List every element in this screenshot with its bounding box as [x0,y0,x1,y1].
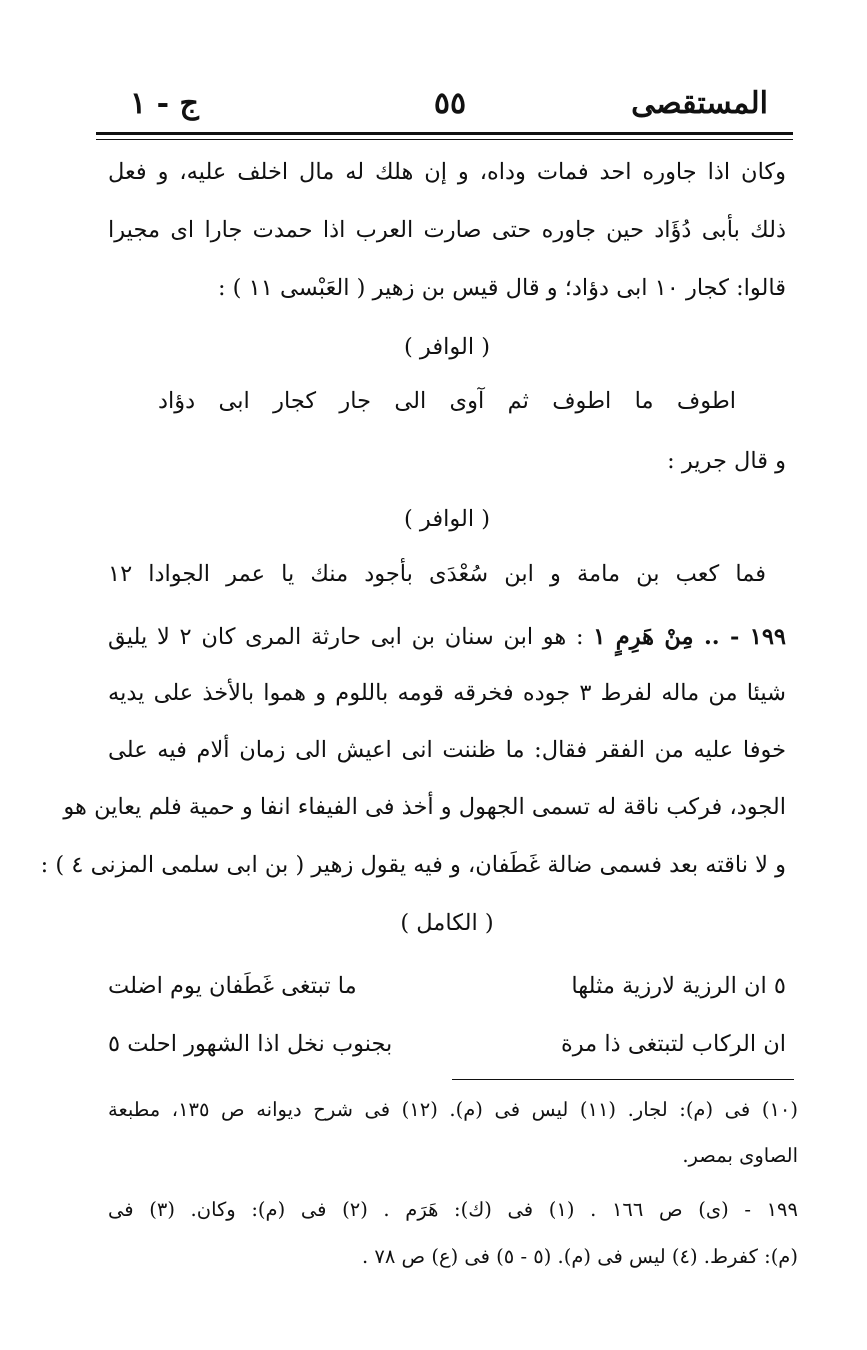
body-line: ذلك بأبى دُؤَاد حين جاوره حتى صارت العرب اذا حمدت جارا اى مجيرا [108,217,786,243]
meter-label: ( الوافر ) [403,334,490,360]
verse-couplet-2 [108,1015,786,1073]
verse-couplet-1 [108,957,786,1015]
verse-hemistich: ان الركاب لتبتغى ذا مرة [560,1031,786,1057]
entry-number: ١٩٩ - .. مِنْ هَرِمٍ ١ [593,624,787,650]
body-line: شيئا من ماله لفرط ٣ جوده فخرقه قومه باللوم و هموا بالأخذ على يديه [108,680,786,706]
meter-label: ( الوافر ) [403,506,490,532]
book-title: المستقصى [631,86,768,121]
page-number: ٥٥ [433,86,467,121]
footnote-rule [452,1079,794,1080]
verse-hemistich: ما تبتغى غَطَفان يوم اضلت [108,973,357,999]
verse-hemistich: بجنوب نخل اذا الشهور احلت ٥ [108,1031,393,1057]
footnote-line: الصاوى بمصر. [682,1144,798,1167]
body-line: قالوا: كجار ١٠ ابى دؤاد؛ و قال قيس بن زهير ( العَبْسى ١١ ) : [217,275,786,301]
footnote-line: (م): كفرط. (٤) ليس فى (م). (٥ - ٥) فى (ع) ص ٧٨ . [362,1245,798,1268]
header-rule-thick [96,132,793,135]
meter-label: ( الكامل ) [400,910,494,936]
footnote-line: (١٠) فى (م): لجار. (١١) ليس فى (م). (١٢) فى شرح ديوانه ص ١٣٥، مطبعة [108,1098,798,1121]
body-line: الجود، فركب ناقة له تسمى الجهول و أخذ فى الفيفاء انفا و حمية فلم يعاين هو [63,794,786,820]
body-line: خوفا عليه من الفقر فقال: ما ظننت انى اعيش الى زمان ألام فيه على [108,737,786,763]
body-line: و قال جرير : [667,448,786,474]
verse-line: فما كعب بن مامة و ابن سُعْدَى بأجود منك يا عمر الجوادا ١٢ [108,561,766,587]
entry-line-start: : هو ابن سنان بن ابى حارثة المرى كان ٢ لا يليق [108,624,584,650]
verse-line: اطوف ما اطوف ثم آوى الى جار كجار ابى دؤاد [158,388,736,414]
body-line: وكان اذا جاوره احد فمات وداه، و إن هلك له مال اخلف عليه، و فعل [108,159,786,185]
entry-first-line [108,608,786,666]
footnote-line: ١٩٩ - (ى) ص ١٦٦ . (١) فى (ك): هَرَم . (٢) فى (م): وكان. (٣) فى [108,1198,798,1221]
header-rule-thin [96,139,793,140]
running-header [110,84,790,128]
verse-hemistich: ٥ ان الرزية لارزية مثلها [571,973,786,999]
body-line: و لا ناقته بعد فسمى ضالة غَطَفان، و فيه يقول زهير ( بن ابى سلمى المزنى ٤ ) : [40,852,786,878]
volume-label: ج - ١ [130,86,199,121]
